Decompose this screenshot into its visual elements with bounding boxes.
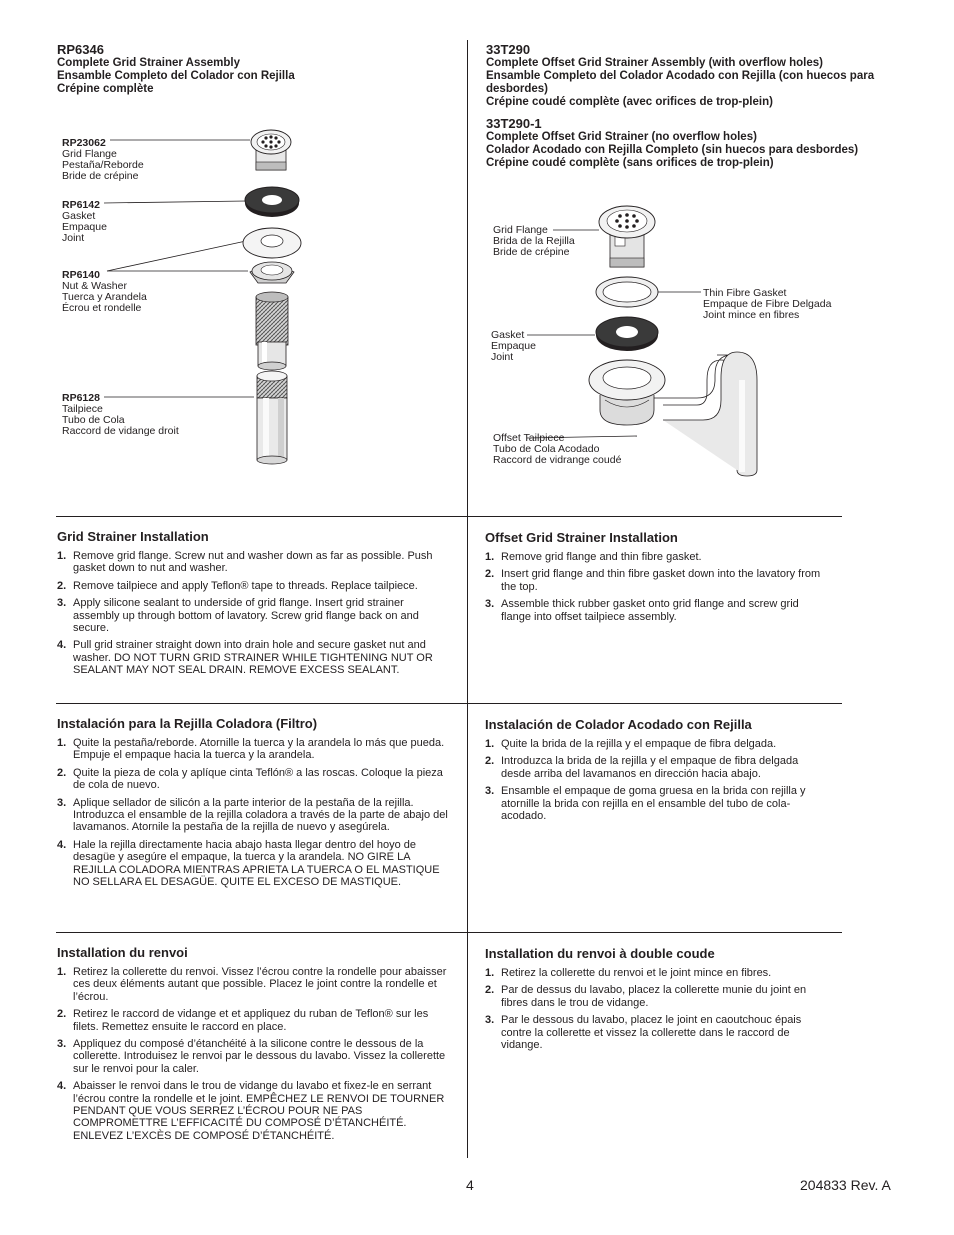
step-item: 3. Ensamble el empaque de goma gruesa en la brida con rejilla y atornille la brida con rejilla en el ensamble del tubo de cola-acodado. [485, 785, 806, 823]
step-item: 1. Remove grid flange. Screw nut and washer down as far as possible. Push gasket down to nut and washer. [57, 550, 433, 575]
part-name-fr: Bride de crépine [493, 246, 570, 258]
step-item: 2. Quite la pieza de cola y aplíque cinta Teflón® a las roscas. Coloque la pieza de cola de nuevo. [57, 766, 443, 792]
section-grid-strainer-fr [57, 945, 451, 1147]
offset-grid-flange-part [599, 206, 655, 267]
right-title1-en: Complete Offset Grid Strainer Assembly (with overflow holes) [486, 57, 823, 69]
section-offset-strainer-fr [485, 946, 825, 1056]
steps-list [485, 967, 825, 1051]
section-grid-strainer-es [57, 716, 451, 893]
steps-list [485, 551, 825, 623]
grid-flange-part [251, 130, 291, 170]
steps-list [57, 737, 451, 888]
section-grid-strainer-en [57, 529, 451, 682]
part-code: RP6128 [62, 392, 100, 404]
nut-part [250, 262, 294, 283]
step-item: 3. Apply silicone sealant to underside of grid flange. Insert grid strainer assembly up through bottom of lavatory. Screw grid flange back on and secure. [57, 597, 419, 635]
thin-fibre-gasket-part [596, 277, 658, 307]
section-title: Installation du renvoi à double coude [485, 946, 715, 961]
step-item: 3. Aplique sellador de silicón a la parte interior de la pestaña de la rejilla. Introduzca el ensamble de la rejilla coladora a través de la parte de abajo del lavamanos. Atornile la pestaña de la rejilla de nuevo y asegúrela. [57, 796, 448, 834]
step-item: 4. Hale la rejilla directamente hacia abajo hasta llegar dentro del hoyo de desagüe y asegúre el empaque, la tuerca y la arandela. NO GIRE LA REJILLA COLADORA MIENTRAS APRIETA LA TUERCA O EL MASTIQUE NO SELLARA EL DESAGÜE. QUITE EL EXCESO DE MASTIQUE. [57, 838, 440, 889]
part-name-fr: Raccord de vidange droit [62, 425, 179, 437]
right-sku-1: 33T290 [486, 42, 531, 57]
step-item: 1. Quite la brida de la rejilla y el empaque de fibra delgada. [485, 738, 777, 750]
part-name-es: Empaque [62, 221, 107, 233]
step-item: 3. Par le dessous du lavabo, placez le joint en caoutchouc épais contre la collerette et vissez la collerette dans le raccord de vidange. [485, 1014, 802, 1052]
part-code: RP6142 [62, 199, 100, 211]
right-title2-es: Colador Acodado con Rejilla Completo (sin huecos para desbordes) [486, 144, 859, 156]
part-name-es: Tuerca y Arandela [62, 291, 147, 303]
section-offset-strainer-es [485, 717, 825, 827]
right-title2-en: Complete Offset Grid Strainer (no overflow holes) [486, 131, 757, 143]
section-title: Instalación para la Rejilla Coladora (Filtro) [57, 716, 318, 731]
grid-strainer-diagram [0, 0, 467, 516]
left-title-fr: Crépine complète [57, 83, 154, 95]
left-sku: RP6346 [57, 42, 104, 57]
part-name-es: Tubo de Cola [62, 414, 125, 426]
part-code: RP6140 [62, 269, 100, 281]
part-name-fr: Bride de crépine [62, 170, 139, 182]
document-number: 204833 Rev. A [800, 1177, 891, 1193]
step-item: 4. Abaisser le renvoi dans le trou de vidange du lavabo et fixez-le en serrant l’écrou contre la rondelle et le joint. EMPÊCHEZ LE RENVOI DE TOURNER PENDANT QUE VOUS SERREZ L’ÉCROU POUR NE PAS COMPROMETTRE L’EFFICACITÉ DU COMPOSÉ D’ÉTANCHÉITÉ. ENLEVEZ L’EXCÈS DE COMPOSÉ D’ÉTANCHÉITÉ. [57, 1080, 445, 1142]
part-name-fr: Joint [62, 232, 85, 244]
threaded-body-part [256, 292, 288, 370]
section-title: Offset Grid Strainer Installation [485, 530, 678, 545]
part-name-es: Brida de la Rejilla [493, 235, 575, 247]
right-sku-2: 33T290-1 [486, 116, 542, 131]
step-item: 1. Remove grid flange and thin fibre gasket. [485, 551, 702, 563]
part-name-es: Empaque de Fibre Delgada [703, 298, 832, 310]
section-title: Instalación de Colador Acodado con Rejilla [485, 717, 752, 732]
step-item: 3. Appliquez du composé d’étanchéité à la silicone contre le dessous de la collerette. Introduisez le renvoi par le dessous du lavabo. Vissez la collerette sur le renvoi pour la caler. [57, 1038, 446, 1075]
offset-strainer-diagram [467, 0, 954, 516]
washer-part [243, 228, 301, 258]
tailpiece-part [257, 371, 287, 464]
step-item: 2. Remove tailpiece and apply Teflon® tape to threads. Replace tailpiece. [57, 579, 418, 592]
part-name-en: Offset Tailpiece [493, 432, 565, 444]
part-name-fr: Joint mince en fibres [703, 309, 800, 321]
part-name-es: Empaque [491, 340, 536, 352]
right-title1-fr: Crépine coudé complète (avec orifices de trop-plein) [486, 96, 773, 108]
left-title-es: Ensamble Completo del Colador con Rejilla [57, 70, 295, 82]
part-name-en: Nut & Washer [62, 280, 127, 292]
section-title: Grid Strainer Installation [57, 529, 209, 544]
part-name-en: Tailpiece [62, 403, 103, 415]
step-item: 1. Retirez la collerette du renvoi et le joint mince en fibres. [485, 967, 772, 979]
step-item: 1. Retirez la collerette du renvoi. Vissez l’écrou contre la rondelle pour abaisser ces deux éléments autant que possible. Placez le joint contre la rondelle et l’écrou. [57, 966, 447, 1003]
part-name-fr: Écrou et rondelle [62, 302, 142, 314]
rubber-gasket-part [245, 187, 299, 217]
step-item: 3. Assemble thick rubber gasket onto grid flange and screw grid flange into offset tailpiece assembly. [485, 598, 799, 623]
part-name-en: Thin Fibre Gasket [703, 287, 787, 299]
part-name-fr: Joint [491, 351, 514, 363]
step-item: 2. Retirez le raccord de vidange et et appliquez du ruban de Teflon® sur les filets. Remettez ensuite le raccord en place. [57, 1008, 429, 1033]
steps-list [485, 738, 825, 822]
part-name-es: Pestaña/Reborde [62, 159, 144, 171]
part-code: RP23062 [62, 137, 106, 149]
steps-list [57, 966, 451, 1142]
part-name-en: Grid Flange [493, 224, 548, 236]
section-divider-2 [56, 703, 842, 704]
part-name-en: Gasket [491, 329, 525, 341]
step-item: 2. Introduzca la brida de la rejilla y el empaque de fibra delgada desde arriba del lavamanos en dirección hacia abajo. [485, 755, 799, 780]
part-name-es: Tubo de Cola Acodado [493, 443, 600, 455]
right-title1-es: Ensamble Completo del Colador Acodado con Rejilla (con huecos para desbordes) [486, 70, 875, 95]
thick-rubber-gasket-part [596, 317, 658, 351]
part-name-en: Grid Flange [62, 148, 117, 160]
steps-list [57, 550, 451, 677]
right-title2-fr: Crépine coudé complète (sans orifices de trop-plein) [486, 157, 774, 169]
part-name-fr: Raccord de vidrange coudé [493, 454, 622, 466]
step-item: 1. Quite la pestaña/reborde. Atornille la tuerca y la arandela lo más que pueda. Empuje el empaque hacia la tuerca y la arandela. [57, 737, 445, 762]
page-number: 4 [466, 1177, 474, 1193]
step-item: 2. Insert grid flange and thin fibre gasket down into the lavatory from the top. [485, 568, 821, 593]
section-divider-1 [56, 516, 842, 517]
left-title-en: Complete Grid Strainer Assembly [57, 57, 240, 69]
step-item: 4. Pull grid strainer straight down into drain hole and secure gasket nut and washer. DO NOT TURN GRID STRAINER WHILE TIGHTENING NUT OR SEALANT MAY NOT SEAL DRAIN. REMOVE EXCESS SEALANT. [57, 639, 433, 677]
section-offset-strainer-en [485, 530, 825, 628]
section-divider-3 [56, 932, 842, 933]
part-name-en: Gasket [62, 210, 96, 222]
section-title: Installation du renvoi [57, 945, 188, 960]
offset-tailpiece-part [589, 352, 757, 476]
step-item: 2. Par de dessus du lavabo, placez la collerette munie du joint en fibres dans le trou de vidange. [485, 984, 807, 1009]
